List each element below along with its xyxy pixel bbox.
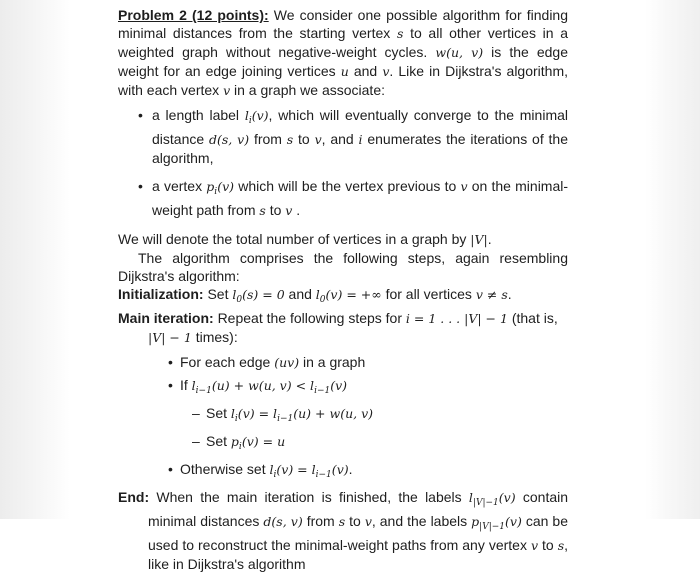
math-i: i	[358, 132, 363, 147]
math-v7: v	[530, 538, 539, 553]
list-item-length-label	[118, 106, 568, 167]
page-shadow-right	[645, 0, 700, 519]
step1-text: For each edge	[180, 354, 271, 370]
math-v: v	[377, 64, 390, 79]
label-list	[118, 106, 568, 220]
intro-text-f: in a graph we associate:	[234, 82, 385, 98]
math-s2: s	[286, 132, 294, 147]
bullet2-text-a: a vertex	[152, 178, 203, 194]
end-text-g: to	[542, 537, 554, 553]
math-pi-v: $p_i(v)$	[206, 179, 235, 197]
math-p-final: $p_{|V|-1}(v)$	[471, 514, 522, 532]
math-l0-v: $l_0(v)$ = +∞	[315, 287, 382, 305]
denote-text-a: We will denote the total number of vertices in a graph by	[118, 231, 467, 247]
bullet2-text-d: to	[269, 202, 282, 218]
step5-text-b: .	[348, 461, 353, 477]
math-w-uv: w(u, v)	[435, 45, 484, 60]
denote-paragraph	[118, 230, 568, 249]
math-li-v: $l_i(v)$	[244, 108, 269, 126]
steps-intro: The algorithm comprises the following steps, again resembling Dijkstra's algorithm:	[118, 250, 568, 284]
bullet1-text-d: to	[298, 131, 310, 147]
init-text-a: Set	[207, 286, 229, 302]
bullet1-text-e: , and	[321, 131, 354, 147]
step3-text: Set	[206, 405, 228, 421]
denote-text-b: .	[487, 231, 492, 247]
bullet1-text-f: enumerates the iterations of the algorithm,	[152, 131, 568, 166]
bullet1-text-c: from	[253, 131, 282, 147]
math-V-minus-1: |V| − 1	[148, 330, 192, 345]
intro-text-a: We consider one possible algorithm for finding minimal distances from the starting vertex	[118, 7, 568, 41]
math-s4: s	[338, 514, 346, 529]
init-text-d: .	[507, 286, 512, 302]
main-paragraph	[118, 309, 568, 347]
main-text-a: Repeat the following steps for	[217, 310, 403, 326]
init-text-c: for all vertices	[385, 286, 472, 302]
end-text-c: from	[306, 513, 335, 529]
page-shadow-left	[0, 0, 70, 519]
end-paragraph	[118, 488, 568, 573]
math-u: u	[340, 64, 349, 79]
main-label: Main iteration:	[118, 310, 214, 326]
intro-text-e: . Like in Dijkstra's algorithm, with each vertex	[118, 63, 568, 98]
math-v4: v	[460, 179, 468, 194]
problem-heading: Problem 2 (12 points):	[118, 7, 269, 23]
intro-text-b: to all other vertices in a weighted graph without negative-weight cycles.	[118, 25, 568, 60]
step-each-edge	[118, 353, 568, 372]
math-i-range: i = 1 . . . |V| − 1	[405, 311, 508, 326]
math-v-ne-s: v ≠ s	[475, 287, 508, 302]
list-item-prev-vertex	[118, 177, 568, 220]
math-v2: v	[223, 83, 231, 98]
math-v5: v	[285, 203, 293, 218]
end-text-d: to	[349, 513, 361, 529]
math-v6: v	[364, 514, 372, 529]
step-if	[118, 376, 568, 400]
math-uv: (uv)	[274, 355, 300, 370]
init-text-b: and	[288, 286, 312, 302]
math-s3: s	[259, 203, 266, 218]
step4-text: Set	[206, 433, 228, 449]
math-abs-V: |V|	[470, 232, 488, 247]
step1-text-b: in a graph	[302, 354, 366, 370]
bullet2-text-b: which will be the vertex previous to	[238, 178, 457, 194]
math-d-sv: d(s, v)	[208, 132, 250, 147]
step-set-label	[118, 404, 568, 428]
end-text-b: contain minimal distances	[148, 489, 569, 529]
math-set-li: $l_i(v) = l_{i-1}(u) + w(u$, v)	[230, 406, 374, 424]
end-text-f: can be used to reconstruct the minimal-weight paths from any vertex	[148, 513, 568, 553]
bullet1-text-a: a length label	[152, 107, 240, 123]
init-paragraph	[118, 285, 568, 309]
main-text-c: times):	[195, 329, 238, 345]
init-label: Initialization:	[118, 286, 204, 302]
end-text-h: , like in Dijkstra's algorithm	[148, 537, 569, 572]
math-s: s	[396, 26, 404, 41]
math-set-pi: $p_i(v) = u$	[230, 434, 286, 452]
end-text-e: , and the labels	[371, 513, 468, 529]
step5-text: Otherwise set	[180, 461, 266, 477]
bullet1-text-b: , which will eventually converge to the minimal distance	[152, 107, 569, 147]
math-l0-s: $l_0(s) = 0$	[232, 287, 285, 305]
document-body	[118, 6, 568, 573]
math-l-final: $l_{|V|-1}(v)$	[468, 490, 516, 508]
step-otherwise	[118, 460, 568, 484]
step2-text: If	[180, 377, 188, 393]
math-v3: v	[314, 132, 322, 147]
end-text-a: When the main iteration is finished, the labels	[156, 489, 462, 505]
math-s5: s	[557, 538, 565, 553]
bullet2-text-e: .	[296, 202, 301, 218]
intro-text-c: is the edge weight for an edge joining vertices	[118, 44, 568, 79]
main-text-b: (that is,	[511, 310, 558, 326]
problem-intro	[118, 6, 568, 100]
math-otherwise: $l_i(v) = l_{i-1}(v)$	[269, 462, 349, 480]
step-set-prev	[118, 432, 568, 456]
intro-text-d: and	[353, 63, 378, 79]
bullet2-text-c: on the minimal-weight path from	[152, 178, 569, 218]
end-label: End:	[118, 489, 150, 505]
math-condition: $l_{i-1}(u) + w(u$, $v) < l_{i-1}(v)$	[191, 378, 348, 396]
iteration-steps	[118, 353, 568, 484]
math-d-sv2: d(s, v)	[263, 514, 303, 529]
